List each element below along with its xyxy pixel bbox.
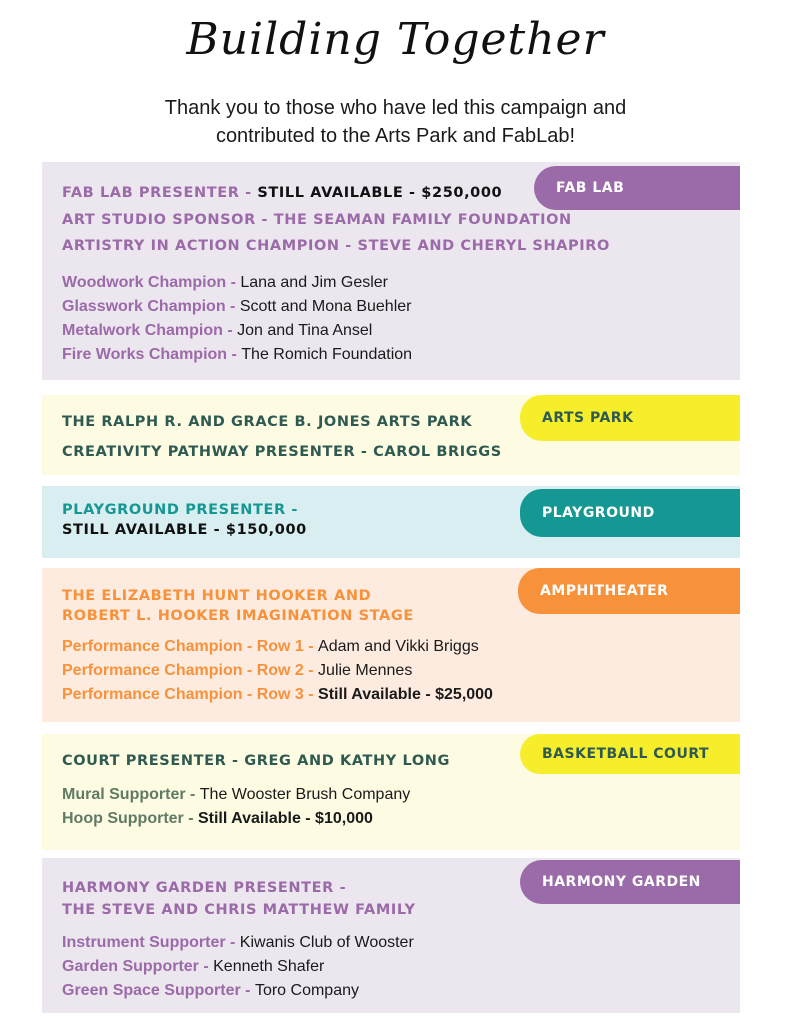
harmony-row bbox=[62, 982, 359, 1000]
arts-park-name: THE RALPH R. AND GRACE B. JONES ARTS PARK bbox=[62, 414, 473, 430]
row-label: Mural Supporter - bbox=[62, 786, 200, 803]
fab-lab-row bbox=[62, 346, 412, 364]
row-value: The Wooster Brush Company bbox=[199, 786, 411, 803]
row-label: Glasswork Champion - bbox=[62, 298, 240, 315]
harmony-row bbox=[62, 934, 414, 952]
harmony-garden-tag: HARMONY GARDEN bbox=[520, 860, 740, 904]
row-label: Instrument Supporter - bbox=[62, 934, 240, 951]
harmony-garden-section bbox=[42, 858, 740, 1013]
amphitheater-row bbox=[62, 662, 412, 680]
row-value: The Romich Foundation bbox=[241, 346, 413, 363]
row-label: Woodwork Champion - bbox=[62, 274, 241, 291]
amphitheater-tag: AMPHITHEATER bbox=[518, 568, 740, 614]
fab-lab-presenter-value: STILL AVAILABLE - $250,000 bbox=[257, 185, 503, 201]
row-value: Toro Company bbox=[254, 982, 359, 999]
row-value: Lana and Jim Gesler bbox=[240, 274, 388, 291]
harmony-garden-presenter: HARMONY GARDEN PRESENTER - bbox=[62, 880, 347, 896]
fab-lab-presenter-label: FAB LAB PRESENTER - bbox=[62, 185, 258, 201]
row-label: Hoop Supporter - bbox=[62, 810, 198, 827]
imagination-stage-line-2: ROBERT L. HOOKER IMAGINATION STAGE bbox=[62, 608, 414, 624]
row-label: Performance Champion - Row 1 - bbox=[62, 638, 319, 655]
subtitle-line-2: contributed to the Arts Park and FabLab! bbox=[215, 125, 576, 147]
subtitle-line-1: Thank you to those who have led this campaign and bbox=[164, 97, 627, 119]
artistry-in-action-champion: ARTISTRY IN ACTION CHAMPION - STEVE AND CHERYL SHAPIRO bbox=[62, 238, 610, 254]
basketball-row bbox=[62, 786, 410, 804]
amphitheater-row bbox=[62, 638, 479, 656]
row-label: Fire Works Champion - bbox=[62, 346, 242, 363]
row-label: Performance Champion - Row 2 - bbox=[62, 662, 319, 679]
harmony-garden-presenter-value: THE STEVE AND CHRIS MATTHEW FAMILY bbox=[62, 902, 416, 918]
playground-presenter-value: STILL AVAILABLE - $150,000 bbox=[62, 522, 307, 538]
imagination-stage-line-1: THE ELIZABETH HUNT HOOKER AND bbox=[62, 588, 372, 604]
basketball-row bbox=[62, 810, 373, 828]
fab-lab-presenter bbox=[62, 185, 502, 201]
page-title: Building Together bbox=[186, 14, 605, 65]
creativity-pathway-presenter: CREATIVITY PATHWAY PRESENTER - CAROL BRIGGS bbox=[62, 444, 502, 460]
fab-lab-tag: FAB LAB bbox=[534, 166, 740, 210]
playground-section bbox=[42, 486, 740, 558]
art-studio-sponsor: ART STUDIO SPONSOR - THE SEAMAN FAMILY FOUNDATION bbox=[62, 212, 572, 228]
row-label: Garden Supporter - bbox=[62, 958, 214, 975]
arts-park-tag: ARTS PARK bbox=[520, 395, 740, 441]
row-value: Kenneth Shafer bbox=[213, 958, 325, 975]
playground-tag: PLAYGROUND bbox=[520, 489, 740, 537]
harmony-row bbox=[62, 958, 324, 976]
row-label: Metalwork Champion - bbox=[62, 322, 238, 339]
playground-presenter: PLAYGROUND PRESENTER - bbox=[62, 502, 298, 518]
row-value: Still Available - $25,000 bbox=[318, 686, 493, 703]
basketball-section bbox=[42, 734, 740, 850]
court-presenter: COURT PRESENTER - GREG AND KATHY LONG bbox=[62, 753, 451, 769]
row-label: Green Space Supporter - bbox=[62, 982, 255, 999]
amphitheater-row bbox=[62, 686, 493, 704]
page-subtitle bbox=[0, 94, 791, 150]
arts-park-section bbox=[42, 395, 740, 475]
fab-lab-row bbox=[62, 274, 388, 292]
fab-lab-row bbox=[62, 322, 372, 340]
amphitheater-section bbox=[42, 568, 740, 722]
row-value: Julie Mennes bbox=[318, 662, 413, 679]
fab-lab-section bbox=[42, 162, 740, 380]
row-value: Adam and Vikki Briggs bbox=[318, 638, 479, 655]
row-value: Kiwanis Club of Wooster bbox=[239, 934, 414, 951]
basketball-court-tag: BASKETBALL COURT bbox=[520, 734, 740, 774]
row-value: Still Available - $10,000 bbox=[197, 810, 373, 827]
row-label: Performance Champion - Row 3 - bbox=[62, 686, 319, 703]
row-value: Scott and Mona Buehler bbox=[239, 298, 412, 315]
row-value: Jon and Tina Ansel bbox=[237, 322, 373, 339]
fab-lab-row bbox=[62, 298, 411, 316]
